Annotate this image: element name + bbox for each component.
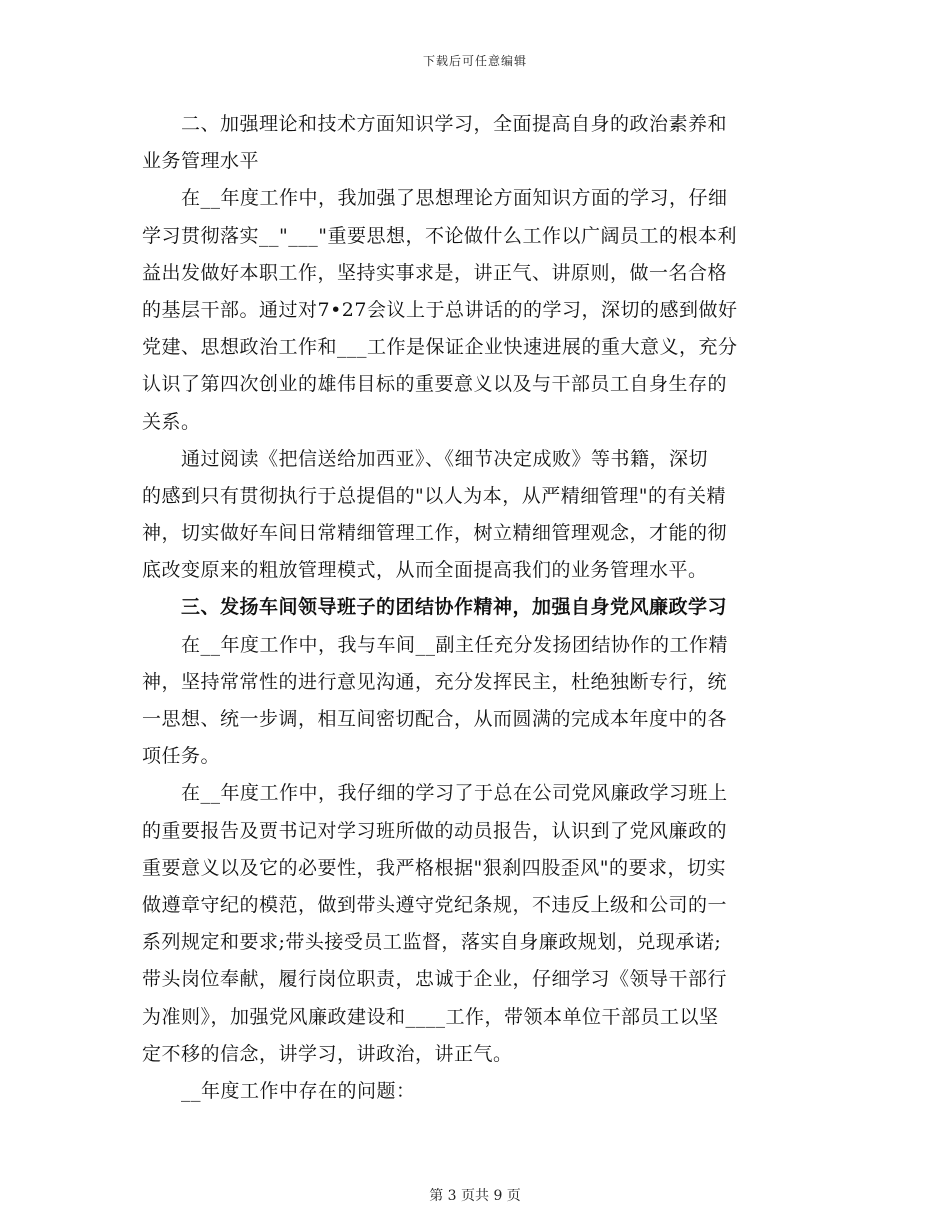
paragraph-line: 做遵章守纪的模范，做到带头遵守党纪条规，不违反上级和公司的一 bbox=[142, 893, 728, 916]
paragraph-line: 系列规定和要求;带头接受员工监督，落实自身廉政规划，兑现承诺; bbox=[142, 931, 722, 954]
paragraph-line: 在__年度工作中，我加强了思想理论方面知识方面的学习，仔细 bbox=[142, 187, 728, 210]
section-heading-3: 三、发扬车间领导班子的团结协作精神，加强自身党风廉政学习 bbox=[142, 596, 728, 619]
paragraph-line: 带头岗位奉献，履行岗位职责，忠诚于企业，仔细学习《领导干部行 bbox=[142, 968, 728, 991]
section-heading-2-cont: 业务管理水平 bbox=[142, 150, 260, 173]
paragraph-line: 通过阅读《把信送给加西亚》、《细节决定成败》等书籍，深切 bbox=[142, 447, 709, 470]
paragraph-line: 底改变原来的粗放管理模式，从而全面提高我们的业务管理水平。 bbox=[142, 559, 708, 582]
document-body bbox=[142, 106, 808, 1110]
paragraph-line: 的重要报告及贾书记对学习班所做的动员报告，认识到了党风廉政的 bbox=[142, 819, 728, 842]
paragraph-line: 党建、思想政治工作和___工作是保证企业快速进展的重大意义，充分 bbox=[142, 336, 738, 359]
page-footer: 第 3 页共 9 页 bbox=[429, 1188, 521, 1204]
paragraph-line: 神，坚持常常性的进行意见沟通，充分发挥民主，杜绝独断专行，统 bbox=[142, 670, 728, 693]
paragraph-line: 认识了第四次创业的雄伟目标的重要意义以及与干部员工自身生存的 bbox=[142, 373, 728, 396]
paragraph-line: 为准则》，加强党风廉政建设和____工作，带领本单位干部员工以坚 bbox=[142, 1005, 719, 1028]
paragraph-line: 神，切实做好车间日常精细管理工作，树立精细管理观念，才能的彻 bbox=[142, 522, 728, 545]
paragraph-line: 的感到只有贯彻执行于总提倡的"以人为本，从严精细管理"的有关精 bbox=[142, 484, 726, 507]
paragraph-line: 益出发做好本职工作，坚持实事求是，讲正气、讲原则，做一名合格 bbox=[142, 261, 728, 284]
paragraph-line: 关系。 bbox=[142, 410, 201, 433]
paragraph-line: __年度工作中存在的问题： bbox=[142, 1079, 416, 1102]
paragraph-line: 项任务。 bbox=[142, 745, 221, 768]
paragraph-line: 的基层干部。通过对7•27会议上于总讲话的的学习，深切的感到做好 bbox=[142, 298, 738, 321]
paragraph-line: 重要意义以及它的必要性，我严格根据"狠刹四股歪风"的要求，切实 bbox=[142, 856, 726, 879]
section-heading-2: 二、加强理论和技术方面知识学习，全面提高自身的政治素养和 bbox=[142, 113, 728, 135]
paragraph-line: 定不移的信念，讲学习，讲政治，讲正气。 bbox=[142, 1042, 513, 1065]
paragraph-line: 一思想、统一步调，相互间密切配合，从而圆满的完成本年度中的各 bbox=[142, 708, 728, 730]
paragraph-line: 在__年度工作中，我仔细的学习了于总在公司党风廉政学习班上 bbox=[142, 782, 728, 805]
paragraph-line: 在__年度工作中，我与车间__副主任充分发扬团结协作的工作精 bbox=[142, 633, 729, 656]
paragraph-line: 学习贯彻落实__"___"重要思想，不论做什么工作以广阔员工的根本利 bbox=[142, 224, 737, 247]
page-header: 下载后可任意编辑 bbox=[422, 54, 527, 68]
